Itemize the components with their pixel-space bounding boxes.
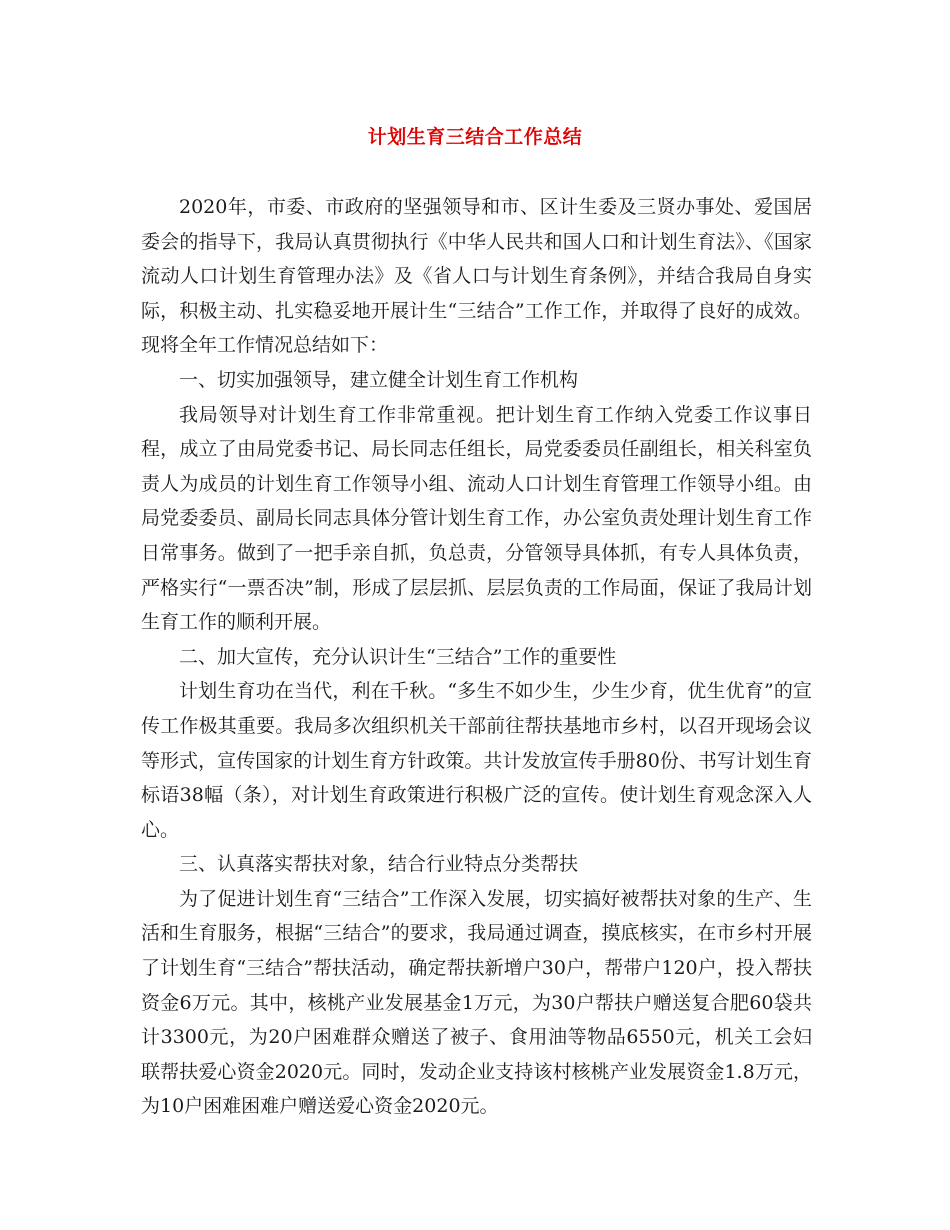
paragraph-section-2: 计划生育功在当代，利在千秋。“多生不如少生，少生少育，优生优育”的宣传工作极其重要。我局多次组织机关干部前往帮扶基地市乡村，以召开现场会议等形式，宣传国家的计划生育方针政策。共计发放宣传手册80份、书写计划生育标语38幅（条），对计划生育政策进行积极广泛的宣传。使计划生育观念深入人心。: [141, 680, 812, 841]
document-title: 计划生育三结合工作总结: [367, 126, 583, 148]
paragraph-intro: 2020年，市委、市政府的坚强领导和市、区计生委及三贤办事处、爱国居委会的指导下，我局认真贯彻执行《中华人民共和国人口和计划生育法》、《国家流动人口计划生育管理办法》及《省人口与计划生育条例》，并结合我局自身实际，积极主动、扎实稳妥地开展计生“三结合”工作工作，并取得了良好的成效。现将全年工作情况总结如下：: [141, 196, 812, 357]
paragraph-section-3: 为了促进计划生育“三结合”工作深入发展，切实搞好被帮扶对象的生产、生活和生育服务，根据“三结合”的要求，我局通过调查，摸底核实，在市乡村开展了计划生育“三结合”帮扶活动，确定帮扶新增户30户，帮带户120户，投入帮扶资金6万元。其中，核桃产业发展基金1万元，为30户帮扶户赠送复合肥60袋共计3300元，为20户困难群众赠送了被子、食用油等物品6550元，机关工会妇联帮扶爱心资金2020元。同时，发动企业支持该村核桃产业发展资金1.8万元，为10户困难困难户赠送爱心资金2020元。: [141, 887, 812, 1118]
section-heading-2: 二、加大宣传，充分认识计生“三结合”工作的重要性: [179, 645, 617, 668]
paragraph-section-1: 我局领导对计划生育工作非常重视。把计划生育工作纳入党委工作议事日程，成立了由局党委书记、局长同志任组长，局党委委员任副组长，相关科室负责人为成员的计划生育工作领导小组、流动人口计划生育管理工作领导小组。由局党委委员、副局长同志具体分管计划生育工作，办公室负责处理计划生育工作日常事务。做到了一把手亲自抓，负总责，分管领导具体抓，有专人具体负责，严格实行“一票否决”制，形成了层层抓、层层负责的工作局面，保证了我局计划生育工作的顺利开展。: [141, 403, 812, 634]
section-heading-3: 三、认真落实帮扶对象，结合行业特点分类帮扶: [179, 853, 579, 876]
document-body: [141, 190, 812, 1124]
section-heading-1: 一、切实加强领导，建立健全计划生育工作机构: [179, 368, 579, 391]
